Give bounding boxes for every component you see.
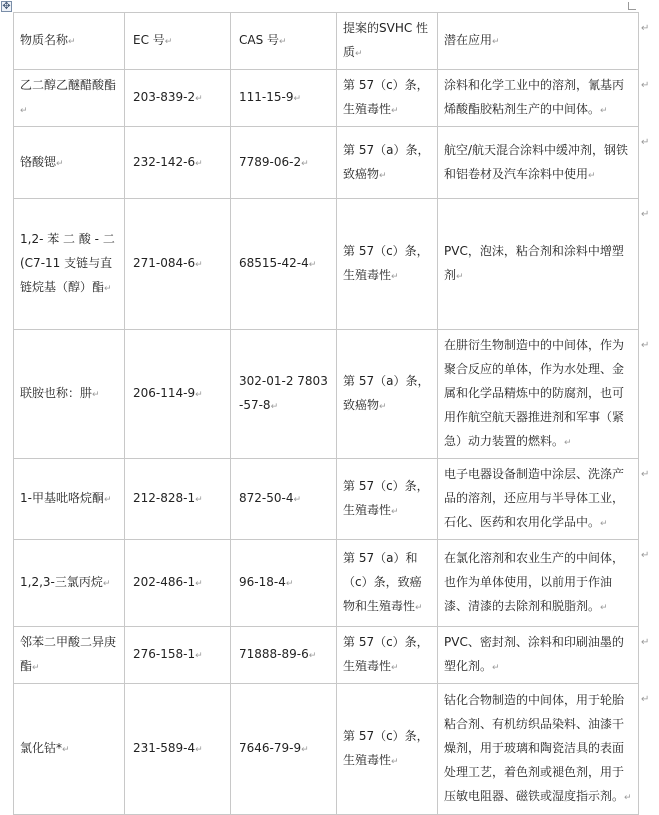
cell-text: 96-18-4 (239, 575, 286, 589)
cell-text: 第 57（c）条，生殖毒性 (343, 635, 429, 673)
cell-text: 212-828-1 (133, 491, 196, 505)
cell-text: 第 57（c）条，生殖毒性 (343, 479, 429, 517)
page-corner-mark (628, 2, 636, 10)
end-of-row-mark: ↵ (641, 694, 650, 705)
cell-use (438, 127, 639, 199)
table-row (14, 540, 639, 627)
cell-name (14, 684, 125, 815)
cell-text: 206-114-9 (133, 386, 196, 400)
table-row (14, 330, 639, 459)
cell-property (337, 459, 438, 540)
cell-text: 乙二醇乙醚醋酸酯 (20, 78, 117, 92)
end-of-cell-mark: ↵ (391, 272, 399, 282)
cell-property (337, 127, 438, 199)
cell-cas (231, 127, 337, 199)
cell-text: 氯化钴* (20, 741, 63, 755)
end-of-cell-mark: ↵ (195, 579, 203, 589)
end-of-cell-mark: ↵ (588, 170, 596, 181)
cell-cas (231, 330, 337, 459)
cell-ec (125, 70, 231, 127)
header-cell-property: 提案的SVHC 性质↵ (337, 13, 438, 70)
cell-text: 302-01-2 7803-57-8 (239, 374, 328, 412)
cell-text: 第 57（a）和（c）条，致癌物和生殖毒性 (343, 551, 422, 613)
cell-use (438, 684, 639, 815)
end-of-cell-mark: ↵ (195, 390, 203, 400)
header-cell-ec: EC 号↵ (125, 13, 231, 70)
cell-text: 872-50-4 (239, 491, 294, 505)
table-row (14, 127, 639, 199)
cell-text: 231-589-4 (133, 741, 196, 755)
header-cell-use: 潜在应用↵ (438, 13, 639, 70)
cell-cas (231, 684, 337, 815)
table-row (14, 684, 639, 815)
end-of-cell-mark: ↵ (391, 663, 399, 673)
end-of-cell-mark: ↵ (600, 603, 608, 613)
end-of-cell-mark: ↵ (92, 390, 100, 400)
cell-text: 202-486-1 (133, 575, 196, 589)
end-of-cell-mark: ↵ (195, 94, 203, 104)
cell-use (438, 459, 639, 540)
header-cell-cas: CAS 号↵ (231, 13, 337, 70)
end-of-cell-mark: ↵ (293, 495, 302, 505)
cell-text: 271-084-6 (133, 256, 196, 270)
cell-text: 68515-42-4 (239, 256, 309, 270)
cell-text: 航空/航天混合涂料中缓冲剂，钢铁和铝卷材及汽车涂料中使用 (444, 142, 629, 181)
cell-use (438, 199, 639, 330)
cell-ec (125, 459, 231, 540)
cell-property (337, 199, 438, 330)
end-of-cell-mark: ↵ (195, 158, 203, 169)
cell-cas (231, 627, 337, 684)
table-row (14, 627, 639, 684)
end-of-cell-mark: ↵ (293, 94, 302, 104)
cell-property (337, 627, 438, 684)
end-of-row-mark: ↵ (641, 23, 650, 34)
end-of-row-mark: ↵ (641, 80, 650, 91)
end-of-cell-mark: ↵ (391, 106, 399, 116)
cell-text: 邻苯二甲酸二异庚酯 (20, 635, 117, 673)
cell-text: 第 57（c）条，生殖毒性 (343, 78, 429, 116)
cell-text: 第 57（c）条，生殖毒性 (343, 244, 429, 282)
end-of-cell-mark: ↵ (564, 438, 572, 448)
end-of-cell-mark: ↵ (301, 158, 309, 169)
end-of-cell-mark: ↵ (308, 651, 317, 661)
cell-text: 钴化合物制造的中间体，用于轮胎粘合剂、有机纺织品染料、油漆干燥剂，用于玻璃和陶瓷洁具的表面处理工艺，着色剂或褪色剂，用于压敏电阻器、磁铁或湿度指示剂。 (444, 693, 625, 803)
cell-name (14, 127, 125, 199)
cell-text: 7646-79-9 (239, 741, 302, 755)
cell-text: PVC，泡沫，粘合剂和涂料中增塑剂 (444, 244, 624, 282)
end-of-cell-mark: ↵ (195, 260, 203, 270)
cell-use (438, 540, 639, 627)
cell-property (337, 540, 438, 627)
end-of-cell-mark: ↵ (270, 402, 279, 412)
end-of-cell-mark: ↵ (600, 106, 608, 116)
cell-text: 276-158-1 (133, 647, 196, 661)
cell-text: 在氯化溶剂和农业生产的中间体，也作为单体使用，以前用于作油漆、清漆的去除剂和脱脂剂。 (444, 551, 625, 613)
end-of-cell-mark: ↵ (195, 651, 203, 661)
end-of-row-mark: ↵ (641, 637, 650, 648)
end-of-cell-mark: ↵ (103, 495, 112, 505)
end-of-row-mark: ↵ (641, 209, 650, 220)
cell-cas (231, 459, 337, 540)
cell-text: 1,2,3-三氯丙烷 (20, 575, 103, 589)
cell-name (14, 459, 125, 540)
end-of-cell-mark: ↵ (391, 507, 399, 517)
end-of-cell-mark: ↵ (624, 793, 632, 803)
end-of-cell-mark: ↵ (492, 663, 500, 673)
end-of-cell-mark: ↵ (56, 158, 64, 169)
end-of-cell-mark: ↵ (379, 402, 387, 412)
table-move-handle-icon[interactable]: ✥ (2, 1, 11, 12)
end-of-cell-mark: ↵ (379, 170, 387, 181)
cell-use (438, 627, 639, 684)
cell-property (337, 330, 438, 459)
cell-ec (125, 127, 231, 199)
cell-name (14, 199, 125, 330)
end-of-row-mark: ↵ (641, 137, 650, 148)
cell-text: 联胺也称：肼 (20, 386, 93, 400)
cell-ec (125, 199, 231, 330)
cell-name (14, 627, 125, 684)
cell-cas (231, 70, 337, 127)
cell-text: 第 57（a）条，致癌物 (343, 374, 430, 412)
end-of-cell-mark: ↵ (308, 260, 317, 270)
cell-text: 第 57（a）条，致癌物 (343, 142, 430, 181)
cell-text: 203-839-2 (133, 90, 196, 104)
cell-cas (231, 199, 337, 330)
end-of-cell-mark: ↵ (195, 745, 203, 755)
cell-ec (125, 627, 231, 684)
end-of-cell-mark: ↵ (104, 284, 112, 294)
cell-property (337, 684, 438, 815)
cell-ec (125, 330, 231, 459)
cell-text: 111-15-9 (239, 90, 294, 104)
cell-name (14, 330, 125, 459)
end-of-cell-mark: ↵ (102, 579, 111, 589)
end-of-cell-mark: ↵ (456, 272, 464, 282)
cell-text: 71888-89-6 (239, 647, 309, 661)
end-of-cell-mark: ↵ (285, 579, 294, 589)
end-of-cell-mark: ↵ (62, 745, 70, 755)
cell-cas (231, 540, 337, 627)
end-of-row-mark: ↵ (641, 469, 650, 480)
cell-property (337, 70, 438, 127)
cell-ec (125, 684, 231, 815)
end-of-row-mark: ↵ (641, 340, 650, 351)
table-header-row (14, 13, 639, 70)
end-of-cell-mark: ↵ (391, 757, 399, 767)
end-of-cell-mark: ↵ (301, 745, 309, 755)
end-of-cell-mark: ↵ (415, 603, 423, 613)
cell-text: 232-142-6 (133, 154, 196, 169)
cell-text: 1-甲基吡咯烷酮 (20, 491, 104, 505)
cell-ec (125, 540, 231, 627)
svhc-table (13, 12, 639, 815)
table-row (14, 459, 639, 540)
end-of-cell-mark: ↵ (195, 495, 203, 505)
table-row (14, 70, 639, 127)
end-of-cell-mark: ↵ (20, 106, 28, 116)
cell-text: PVC、密封剂、涂料和印刷油墨的塑化剂。 (444, 635, 624, 673)
cell-use (438, 330, 639, 459)
end-of-cell-mark: ↵ (600, 519, 608, 529)
cell-text: 第 57（c）条，生殖毒性 (343, 729, 429, 767)
cell-text: 电子电器设备制造中涂层、洗涤产品的溶剂，还应用与半导体工业，石化、医药和农用化学品中。 (444, 467, 625, 529)
end-of-cell-mark: ↵ (32, 663, 40, 673)
cell-text: 1,2- 苯 二 酸 - 二(C7-11 支链与直链烷基（醇）酯 (20, 232, 115, 294)
cell-name (14, 70, 125, 127)
cell-use (438, 70, 639, 127)
cell-text: 7789-06-2 (239, 154, 302, 169)
end-of-row-mark: ↵ (641, 550, 650, 561)
table-row (14, 199, 639, 330)
header-cell-name: 物质名称↵ (14, 13, 125, 70)
cell-text: 铬酸锶 (20, 154, 57, 169)
cell-text: 涂料和化学工业中的溶剂，氰基丙烯酸酯胶粘剂生产的中间体。 (444, 78, 625, 116)
cell-name (14, 540, 125, 627)
cell-text: 在肼衍生物制造中的中间体，作为聚合反应的单体，作为水处理、金属和化学品精炼中的防腐剂，也可用作航空航天器推进剂和军事（紧急）动力装置的燃料。 (444, 338, 625, 448)
